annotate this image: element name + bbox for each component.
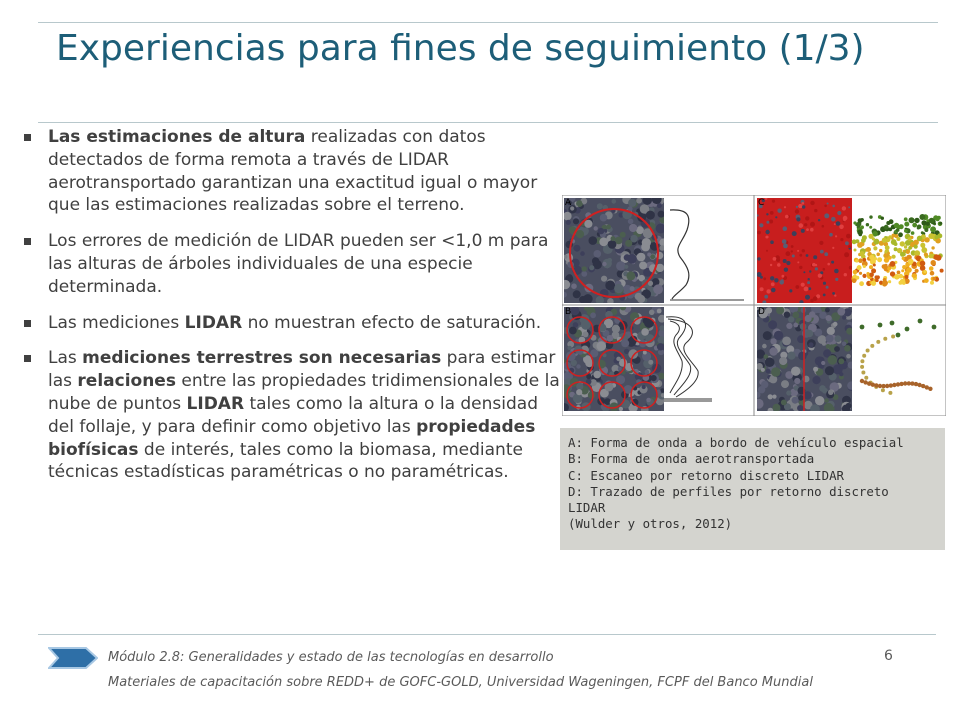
bullet-item <box>20 347 560 484</box>
bullet-text: Las mediciones <box>48 312 185 333</box>
lidar-figure <box>562 195 946 416</box>
bullet-text: de interés, tales como la biomasa, mediante técnicas estadísticas paramétricas o no paramétricas. <box>48 439 523 483</box>
chevron-arrow-icon <box>48 647 98 669</box>
slide-title: Experiencias para fines de seguimiento (1/3) <box>56 28 865 69</box>
figure-caption <box>560 428 945 550</box>
title-rule <box>38 122 938 123</box>
caption-citation: (Wulder y otros, 2012) <box>568 516 733 532</box>
bullet-square-icon <box>24 355 31 362</box>
bullet-bold-text: LIDAR <box>186 393 245 414</box>
bullet-text: no muestran efecto de saturación. <box>242 312 542 333</box>
caption-line-b: B: Forma de onda aerotransportada <box>568 451 815 467</box>
bullet-text: entre las propiedades tridimensionales de la nube de puntos <box>48 371 560 414</box>
bullet-item <box>20 230 560 298</box>
bullet-bold-text: relaciones <box>77 371 176 392</box>
bullet-text: Las <box>48 348 83 369</box>
top-rule <box>38 22 938 23</box>
caption-line-c: C: Escaneo por retorno discreto LIDAR <box>568 467 845 483</box>
bullet-bold-text: mediciones terrestres son necesarias <box>82 348 442 369</box>
bullet-item <box>20 312 560 335</box>
panel-c-label: C <box>758 198 765 208</box>
panel-c-canopy-image <box>757 197 853 304</box>
bullet-text: tales como la altura o la densidad del follaje, y para definir como objetivo las <box>48 393 538 437</box>
panel-b-label: B <box>565 307 572 317</box>
bullet-bold-text: LIDAR <box>184 312 243 333</box>
bullet-square-icon <box>24 238 31 245</box>
caption-line-d: D: Trazado de perfiles por retorno discreto <box>568 483 889 499</box>
bullet-bold-text: propiedades biofísicas <box>48 416 536 460</box>
bullet-square-icon <box>24 134 31 141</box>
panel-d-label: D <box>758 307 765 317</box>
bullet-list <box>20 126 560 497</box>
bullet-bold-text: Las estimaciones de altura <box>48 127 306 147</box>
caption-line-d-continued: LIDAR <box>568 500 606 516</box>
footer-materials-line: Materiales de capacitación sobre REDD+ de GOFC-GOLD, Universidad Wageningen, FCPF del Banco Mundial <box>108 675 813 690</box>
bullet-item <box>20 126 560 217</box>
bullet-text: para estimar las <box>48 348 556 392</box>
caption-line-a: A: Forma de onda a bordo de vehículo espacial <box>568 435 904 450</box>
bullet-text: Los errores de medición de LIDAR pueden ser <1,0 m para las alturas de árboles individuales de una especie determinada. <box>48 231 549 297</box>
bullet-square-icon <box>24 320 31 327</box>
footer-rule <box>38 634 936 635</box>
bullet-text: realizadas con datos detectados de forma remota a través de LIDAR aerotransportado garantizan una exactitud igual o mayor que las estimaciones realizadas sobre el terreno. <box>48 127 538 216</box>
footer-module-line: Módulo 2.8: Generalidades y estado de las tecnologías en desarrollo <box>108 650 554 665</box>
panel-a-canopy-image <box>562 195 668 305</box>
panel-a-label: A <box>565 198 572 208</box>
page-number: 6 <box>884 648 893 664</box>
